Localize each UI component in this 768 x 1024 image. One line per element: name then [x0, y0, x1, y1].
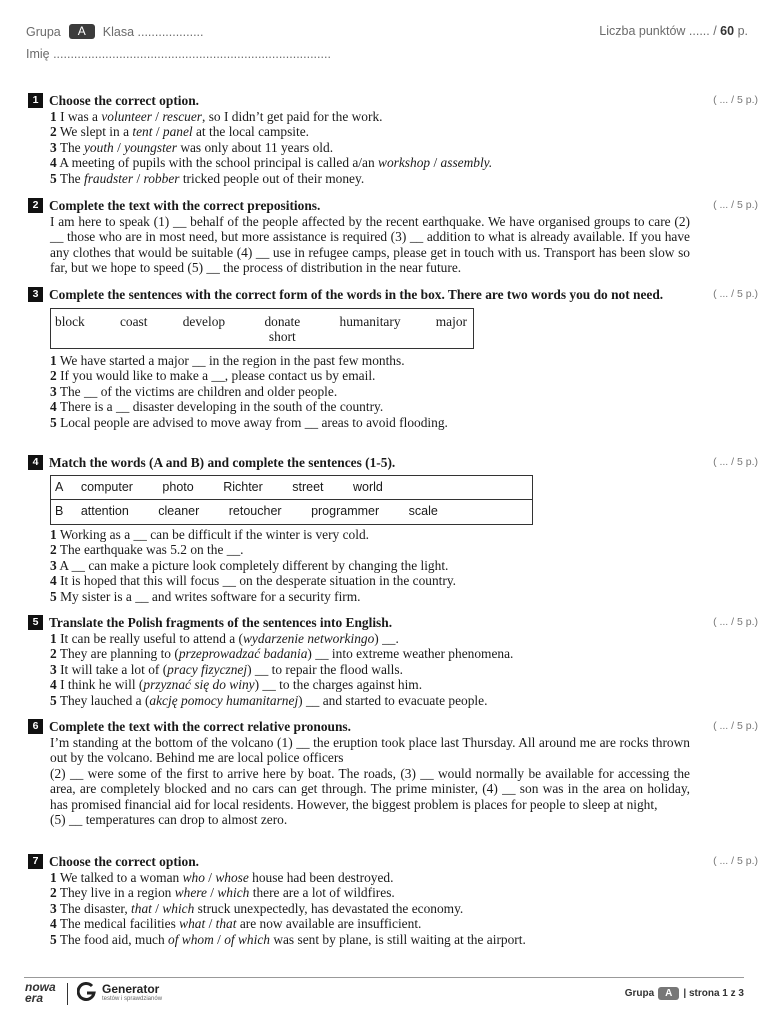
exercise-title: Choose the correct option.	[49, 854, 199, 869]
footer-divider	[24, 977, 744, 978]
word-item: computer	[80, 479, 133, 494]
word-box-item: develop	[182, 313, 226, 329]
list-item: 1 I was a volunteer / rescuer, so I didn’t get paid for the work.	[50, 108, 383, 124]
word-item: cleaner	[158, 504, 200, 518]
list-item: 4 There is a __ disaster developing in the south of the country.	[50, 399, 384, 414]
exercise-items	[28, 870, 690, 948]
exercise-title: Complete the text with the correct prepositions.	[49, 198, 321, 213]
row-label: B	[55, 504, 64, 518]
list-item: 4 It is hoped that this will focus __ on the desperate situation in the country.	[50, 573, 457, 588]
word-item: retoucher	[228, 504, 282, 518]
word-item: programmer	[311, 504, 380, 518]
word-box-item: coast	[119, 313, 148, 329]
list-item: 2 We slept in a tent / panel at the local campsite.	[50, 124, 310, 139]
exercise-3-points: ( ... / 5 p.)	[713, 288, 758, 300]
word-item: attention	[80, 504, 129, 518]
list-item: 5 Local people are advised to move away from __ areas to avoid flooding.	[50, 414, 448, 430]
points-label: Liczba punktów ...... /	[599, 24, 717, 38]
exercise-items	[28, 631, 690, 709]
exercise-items	[28, 527, 690, 605]
list-item: 1 It can be really useful to attend a (wydarzenie networkingo) __.	[50, 630, 399, 646]
row-label: A	[55, 479, 64, 494]
word-item: world	[353, 479, 383, 494]
generator-logo-subtitle: testów i sprawdzianów	[102, 996, 163, 1002]
exercise-title: Complete the text with the correct relative pronouns.	[49, 719, 351, 734]
word-box-item: block	[55, 313, 85, 329]
list-item: 4 A meeting of pupils with the school principal is called a/an workshop / assembly.	[50, 155, 493, 170]
list-item: 3 The __ of the victims are children and older people.	[50, 383, 338, 399]
match-table	[50, 475, 533, 525]
exercise-number: 1	[28, 93, 43, 108]
text-paragraph: (2) __ were some of the first to arrive here by boat. The roads, (3) __ would normally be available for accessing the area, are completely blocked and no cars can get through. The prime minister, (4) __ son was in the area on holiday, has promised financial aid for local residents. However, the biggest problem is places for people to sleep at night,	[50, 765, 690, 812]
list-item: 2 They are planning to (przeprowadzać badania) __ into extreme weather phenomena.	[50, 646, 514, 661]
exercise-number: 7	[28, 854, 43, 869]
word-item: scale	[408, 504, 438, 518]
word-box-item: major	[435, 313, 467, 329]
exercise-5-points: ( ... / 5 p.)	[713, 616, 758, 628]
exercise-7	[28, 854, 690, 947]
page-number: | strona 1 z 3	[683, 988, 744, 999]
exercise-4-points: ( ... / 5 p.)	[713, 456, 758, 468]
exercise-items	[28, 353, 690, 431]
word-box-item: donate short	[264, 313, 301, 344]
list-item: 1 Working as a __ can be difficult if the winter is very cold.	[50, 526, 369, 542]
generator-logo-text: Generator	[102, 982, 160, 996]
exercise-5	[28, 615, 690, 708]
exercise-text: I am here to speak (1) __ behalf of the people affected by the recent earthquake. We have organised groups to care (2) __ those who are in most need, but more assistance is required (3) __ addition to what is already available. If you have any clothes that would be suitable (4) __ use in refugee camps, please get in touch with us. Transport has been slow so far, but we hope to speed (5) __ the process of distribution in the near future.	[50, 213, 690, 275]
list-item: 2 If you would like to make a __, please contact us by email.	[50, 368, 376, 383]
table-row	[51, 475, 533, 500]
list-item: 3 A __ can make a picture look completely different by changing the light.	[50, 557, 449, 573]
exercise-number: 4	[28, 455, 43, 470]
word-box	[50, 308, 474, 349]
exercise-text	[28, 735, 690, 828]
word-box-item: humanitary	[339, 313, 401, 329]
list-item: 5 My sister is a __ and writes software for a security firm.	[50, 588, 361, 604]
exercise-3	[28, 287, 690, 430]
points-total: 60	[720, 24, 735, 38]
list-item: 3 It will take a lot of (pracy fizycznej) __ to repair the flood walls.	[50, 661, 403, 677]
exercise-6	[28, 719, 690, 828]
exercise-2	[28, 198, 690, 276]
list-item: 5 The fraudster / robber tricked people out of their money.	[50, 170, 365, 186]
list-item: 1 We talked to a woman who / whose house had been destroyed.	[50, 869, 394, 885]
group-label: Grupa	[26, 24, 61, 39]
exercise-number: 3	[28, 287, 43, 302]
exercise-title: Match the words (A and B) and complete the sentences (1-5).	[49, 455, 396, 470]
points-summary	[599, 24, 748, 38]
exercise-2-points: ( ... / 5 p.)	[713, 199, 758, 211]
word-item: Richter	[223, 479, 263, 494]
group-badge: A	[69, 24, 95, 39]
class-field: Klasa ...................	[102, 24, 204, 39]
list-item: 2 They live in a region where / which there are a lot of wildfires.	[50, 885, 395, 900]
text-paragraph: I’m standing at the bottom of the volcano (1) __ the eruption took place last Thursday. All around me are rocks thrown out by the volcano. Behind me are local police officers	[50, 734, 690, 765]
table-row	[51, 500, 533, 525]
list-item: 1 We have started a major __ in the region in the past few months.	[50, 352, 405, 368]
footer-group-label: Grupa	[624, 988, 655, 999]
exercise-6-points: ( ... / 5 p.)	[713, 720, 758, 732]
exercise-7-points: ( ... / 5 p.)	[713, 855, 758, 867]
exercise-title: Translate the Polish fragments of the sentences into English.	[49, 615, 393, 630]
list-item: 5 The food aid, much of whom / of which was sent by plane, is still waiting at the airport.	[50, 931, 526, 947]
list-item: 4 The medical facilities what / that are now available are insufficient.	[50, 916, 422, 931]
exercise-number: 2	[28, 198, 43, 213]
word-item: street	[292, 479, 324, 494]
exercise-number: 6	[28, 719, 43, 734]
exercise-title: Complete the sentences with the correct form of the words in the box. There are two words you do not need.	[49, 287, 664, 302]
footer-group-badge: A	[658, 987, 679, 1000]
list-item: 2 The earthquake was 5.2 on the __.	[50, 542, 244, 557]
list-item: 3 The disaster, that / which struck unexpectedly, has devastated the economy.	[50, 900, 464, 916]
exercise-1-points: ( ... / 5 p.)	[713, 94, 758, 106]
text-paragraph: (5) __ temperatures can drop to almost zero.	[50, 812, 288, 827]
list-item: 3 The youth / youngster was only about 11 years old.	[50, 139, 334, 155]
page-header	[26, 24, 756, 61]
exercise-items	[28, 109, 690, 187]
list-item: 5 They lauched a (akcję pomocy humanitarnej) __ and started to evacuate people.	[50, 692, 488, 708]
name-field: Imię ................................................................................	[26, 47, 331, 61]
exercise-4	[28, 455, 690, 604]
exercise-1	[28, 93, 690, 186]
exercise-number: 5	[28, 615, 43, 630]
logo-separator	[67, 983, 68, 1005]
page-footer-info	[625, 987, 744, 1000]
nowa-era-logo: nowa era	[25, 980, 56, 1005]
generator-g-icon	[77, 981, 97, 1001]
exercise-title: Choose the correct option.	[49, 93, 199, 108]
points-unit: p.	[737, 24, 748, 38]
list-item: 4 I think he will (przyznać się do winy) __ to the charges against him.	[50, 677, 423, 692]
word-item: photo	[162, 479, 194, 494]
